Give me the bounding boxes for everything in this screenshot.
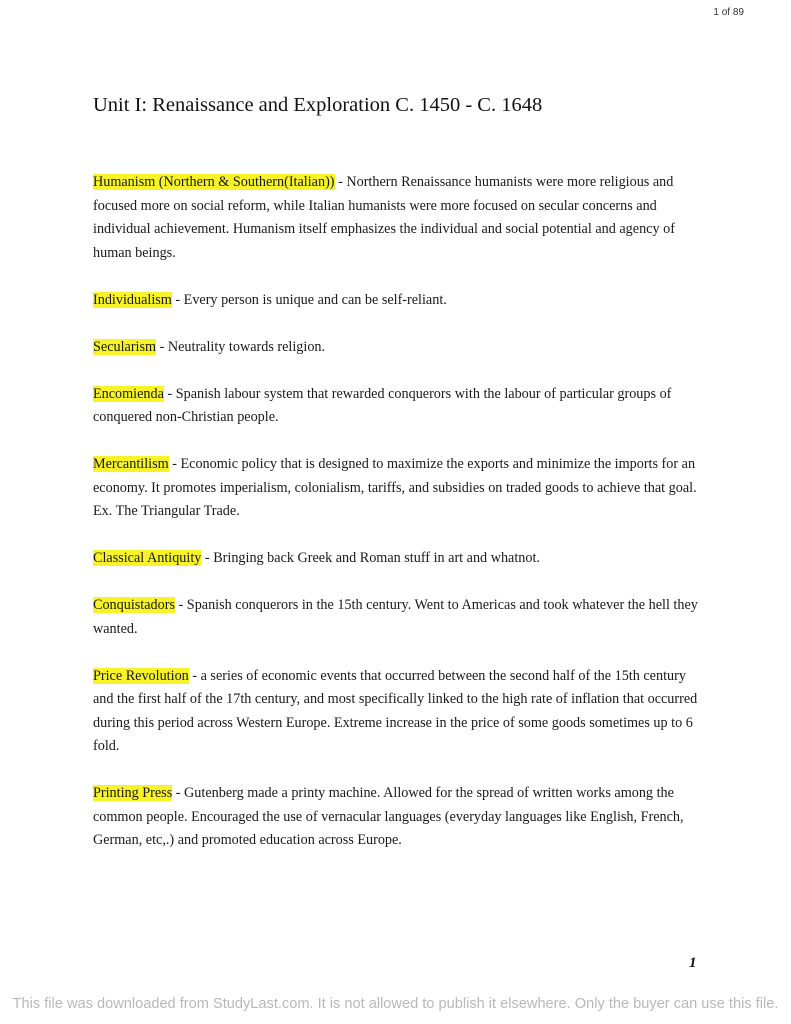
term-highlight: Printing Press: [93, 785, 173, 801]
page-number: 1: [689, 955, 697, 971]
term-highlight: Individualism: [93, 291, 172, 308]
term-definition: - Northern Renaissance humanists were more religious and focused more on social reform, while Italian humanists were more focused on secular concerns and individual achievement. Humanism itself emphasizes the individual and social potential and agency of human beings.: [93, 174, 675, 261]
glossary-entry-encomienda: [93, 383, 698, 430]
term-definition: - Bringing back Greek and Roman stuff in art and whatnot.: [201, 550, 540, 566]
glossary-list: [93, 171, 698, 876]
glossary-entry-mercantilism: [93, 453, 698, 524]
download-watermark: This file was downloaded from StudyLast.com. It is not allowed to publish it elsewhere. Only the buyer can use this file.: [12, 996, 779, 1012]
term-definition: - a series of economic events that occurred between the second half of the 15th century and the first half of the 17th century, and most specifically linked to the high rate of inflation that occurred during this period across Western Europe. Extreme increase in the price of some goods sometimes up to 6 fold.: [93, 667, 698, 754]
term-definition: - Neutrality towards religion.: [156, 338, 326, 355]
term-definition: - Spanish labour system that rewarded conquerors with the labour of particular groups of conquered non-Christian people.: [93, 385, 672, 425]
term-highlight: Humanism (Northern & Southern(Italian)): [93, 174, 335, 190]
term-highlight: Classical Antiquity: [93, 550, 202, 566]
term-highlight: Mercantilism: [93, 456, 169, 472]
term-definition: - Every person is unique and can be self-reliant.: [171, 291, 447, 308]
glossary-entry-conquistadors: [93, 594, 698, 641]
term-highlight: Conquistadors: [93, 597, 175, 613]
glossary-entry-price-revolution: [93, 665, 698, 759]
term-definition: - Economic policy that is designed to maximize the exports and minimize the imports for an economy. It promotes imperialism, colonialism, tariffs, and subsidies on traded goods to achieve that goal. Ex. The Triangular Trade.: [93, 456, 697, 519]
term-highlight: Secularism: [93, 338, 157, 355]
glossary-entry-printing-press: [93, 782, 698, 853]
term-definition: - Gutenberg made a printy machine. Allowed for the spread of written works among the common people. Encouraged the use of vernacular languages (everyday languages like English, French, German, etc,.) and promoted education across Europe.: [93, 785, 684, 848]
term-definition: - Spanish conquerors in the 15th century. Went to Americas and took whatever the hell they wanted.: [93, 597, 698, 637]
glossary-entry-classical-antiquity: [93, 547, 698, 571]
glossary-entry-humanism: [93, 171, 698, 265]
glossary-entry-individualism: [93, 289, 698, 313]
glossary-entry-secularism: [93, 336, 698, 360]
page-title: Unit I: Renaissance and Exploration C. 1450 - C. 1648: [93, 94, 543, 116]
term-highlight: Price Revolution: [93, 667, 189, 684]
term-highlight: Encomienda: [93, 385, 164, 402]
page-count: 1 of 89: [713, 7, 744, 18]
